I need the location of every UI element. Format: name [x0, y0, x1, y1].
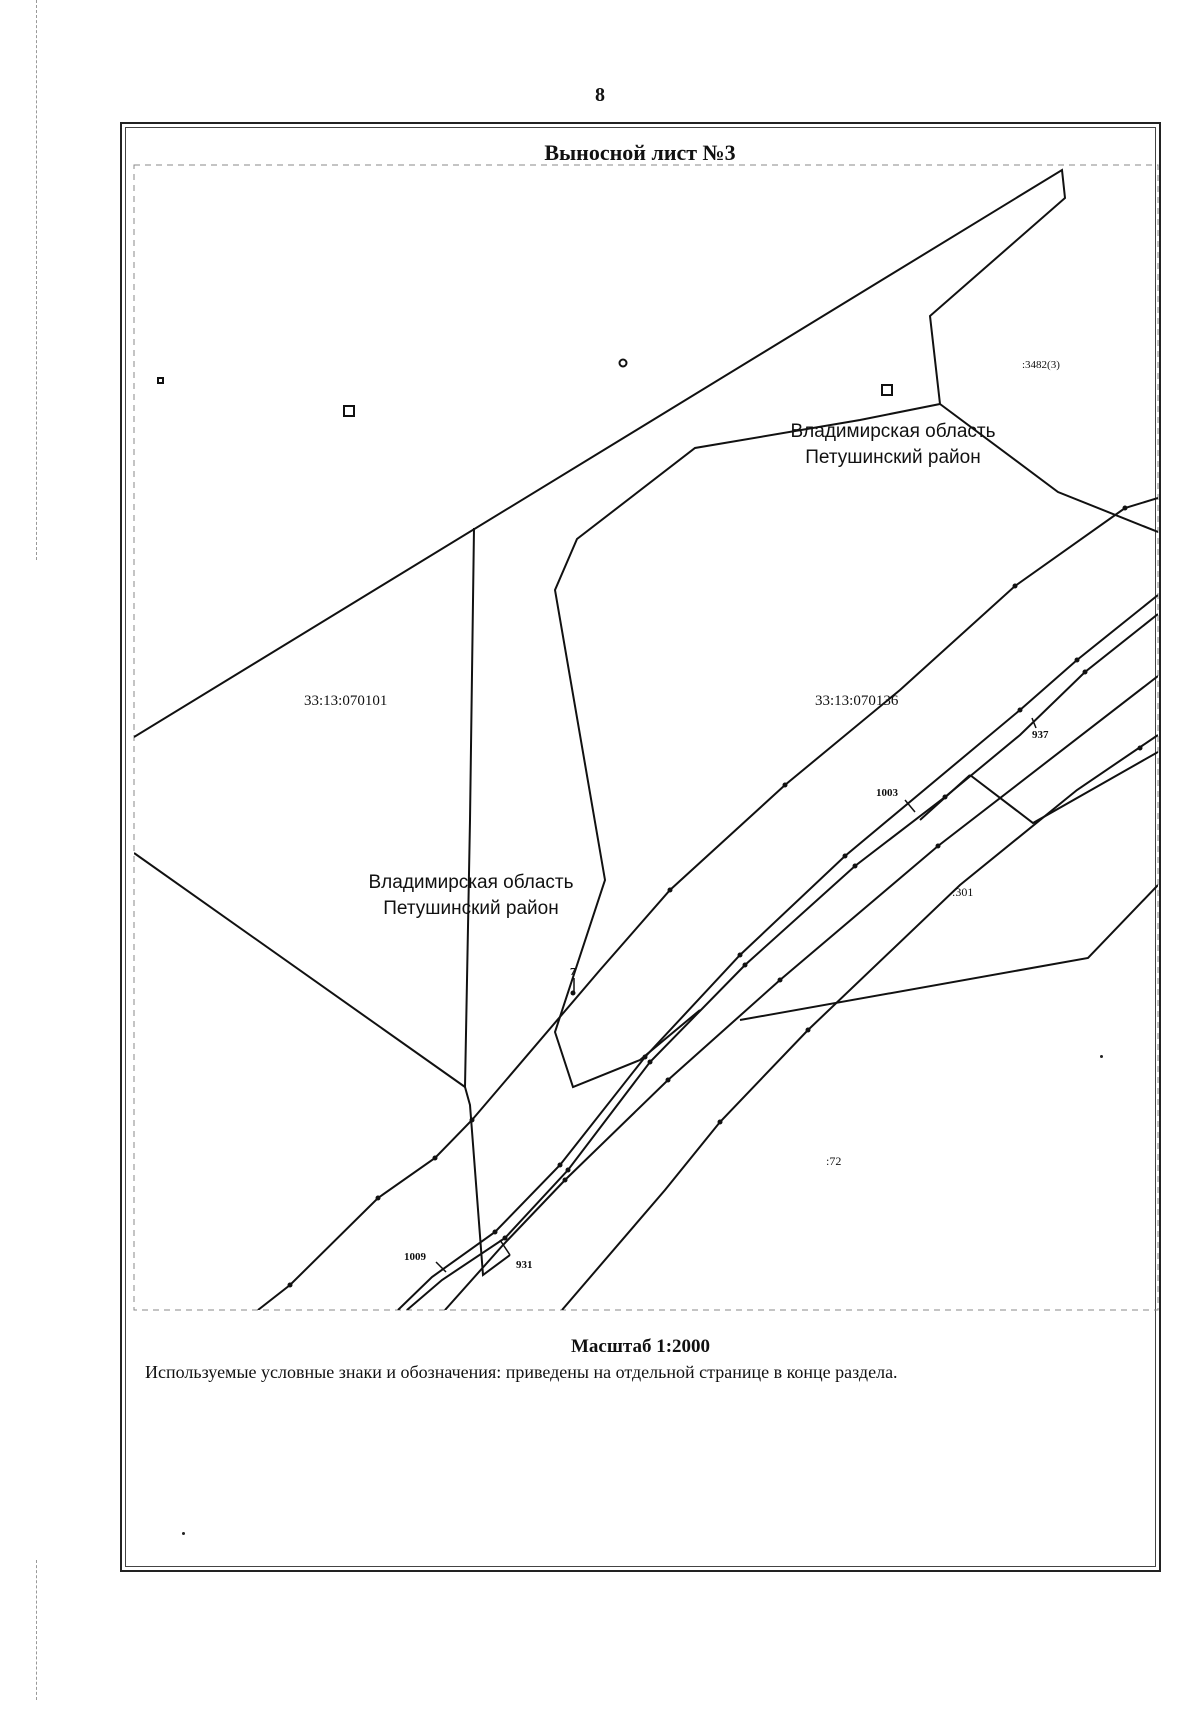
vertex-points — [288, 506, 1143, 1288]
marker-square — [158, 378, 163, 383]
cadastral-label: :3482(3) — [1022, 359, 1060, 371]
margin-line — [36, 1560, 37, 1700]
parcel-boundaries — [134, 170, 1158, 1310]
region-label-line2: Петушинский район — [383, 898, 559, 919]
label-leaders — [436, 718, 1036, 1272]
stray-dot — [182, 1532, 185, 1535]
scale-label: Масштаб 1:2000 — [570, 1336, 711, 1357]
marker-circle — [620, 360, 627, 367]
map-markers — [158, 360, 892, 417]
region-label-line1: Владимирская область — [368, 872, 574, 893]
sheet-title: Выносной лист №3 — [544, 140, 736, 165]
road-line-5 — [562, 735, 1158, 1310]
parcel-boundary-070136 — [555, 404, 940, 1087]
parcel-boundary-north — [134, 170, 1158, 737]
marker-square — [882, 385, 892, 395]
point-label: 1009 — [404, 1251, 426, 1263]
region-label-line1: Владимирская область — [790, 421, 996, 442]
cadastral-label: 33:13:070101 — [304, 693, 388, 709]
parcel-boundary-72 — [740, 885, 1158, 1020]
region-label-line2: Петушинский район — [805, 447, 981, 468]
cadastral-label: 33:13:070136 — [815, 693, 899, 709]
stray-dot — [1100, 1055, 1103, 1058]
point-label: 7 — [570, 966, 576, 978]
margin-line — [36, 0, 37, 560]
point-label: 1003 — [876, 787, 898, 799]
legend-note: Используемые условные знаки и обозначения: приведены на отдельной странице в конце раздела. — [145, 1362, 898, 1382]
cadastral-label: :301 — [952, 885, 974, 899]
marker-square — [344, 406, 354, 416]
parcel-boundary-301 — [970, 752, 1158, 823]
page-number: 8 — [595, 84, 605, 106]
cadastral-label: :72 — [826, 1154, 842, 1168]
road-line-2 — [398, 595, 1158, 1310]
map-border — [134, 165, 1158, 1310]
point-label: 931 — [516, 1259, 533, 1271]
point-label: 937 — [1032, 729, 1049, 741]
